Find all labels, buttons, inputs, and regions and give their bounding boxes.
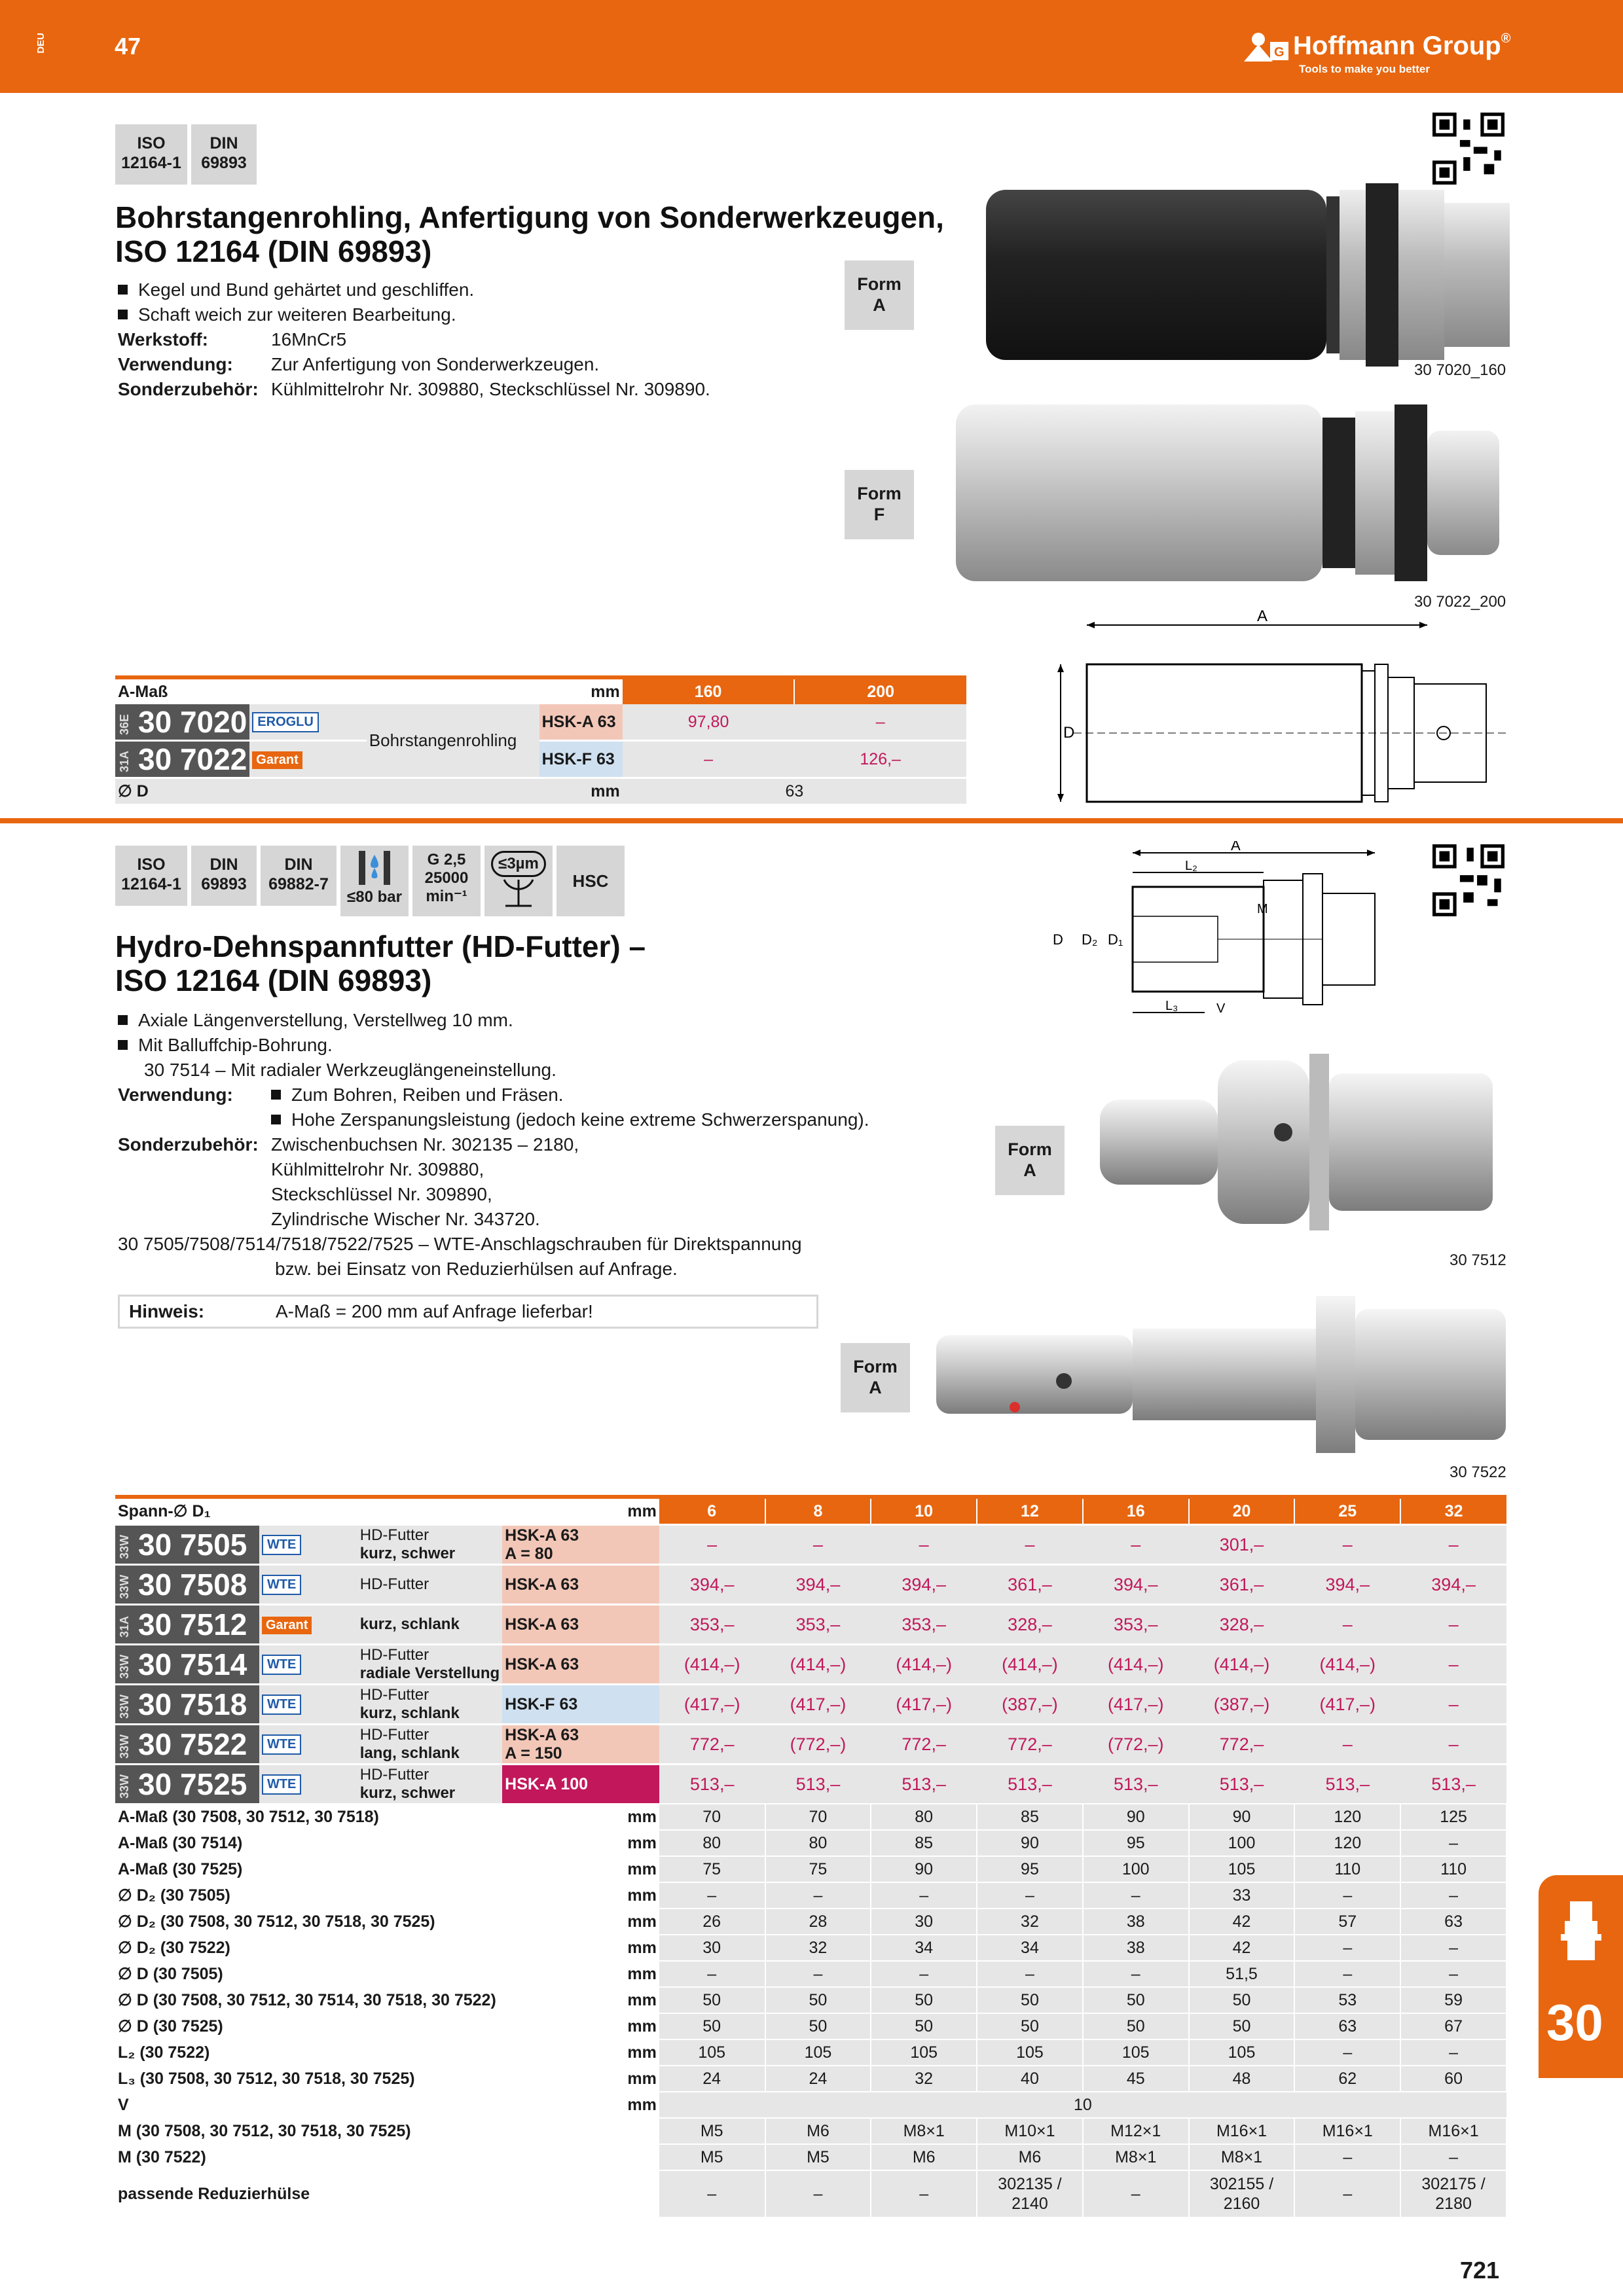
spec-row: V mm 10 [115, 2092, 1506, 2118]
product-description: HD-Futter kurz, schwer [359, 1526, 456, 1562]
hsc-badge: HSC [556, 846, 625, 916]
price-cell: 328,– [1008, 1614, 1052, 1634]
article-number[interactable]: 30 7020 [138, 705, 247, 739]
spec-row: ∅ D₂ (30 7508, 30 7512, 30 7518, 30 7525) mm 26 28 30 32 38 42 57 63 [115, 1909, 1506, 1935]
product-description: kurz, schlank [359, 1615, 460, 1633]
price-cell: – [1448, 1654, 1459, 1674]
bullet-icon [118, 310, 128, 319]
table-specs [115, 1804, 1506, 2217]
tool-holder-icon [1558, 1901, 1604, 1967]
article-number[interactable]: 30 7522 [138, 1727, 247, 1761]
price-cell: – [1448, 1694, 1459, 1714]
drawing-label-l2: L₂ [1185, 859, 1197, 873]
wte-logo: WTE [262, 1774, 301, 1795]
norm-badge-din: DIN 69893 [191, 846, 257, 906]
interface-cell: HSK-A 100 [502, 1765, 659, 1804]
product-image-307020 [976, 177, 1512, 373]
price-cell: 353,– [689, 1614, 735, 1634]
price-cell: – [1448, 1614, 1459, 1634]
table-row[interactable]: 33W 30 7522 WTE HD-Futter lang, schlank HSK-A 63 A = 150 772,– (772,–) 772,– 772,– (772,–) 772,– – – [115, 1725, 1506, 1765]
bullet-icon [118, 1015, 128, 1025]
table-row[interactable]: 33W 30 7525 WTE HD-Futter kurz, schwer HSK-A 100 513,– 513,– 513,– 513,– 513,– 513,– 513,– 513,– [115, 1765, 1506, 1804]
price-cell: 328,– [1219, 1614, 1264, 1634]
spec-row: L₂ (30 7522) mm 105 105 105 105 105 105 – – [115, 2039, 1506, 2066]
price-cell: – [1448, 1734, 1459, 1754]
bullet-list-1: Kegel und Bund gehärtet und geschliffen. Schaft weich zur weiteren Bearbeitung. Werkstoff: 16MnCr5 Verwendung: Zur Anfertigung von Sonderwerkzeugen. Sonderzubehör: Kühlmittelrohr Nr. 309880, Steckschlüssel Nr. 309890. [118, 279, 710, 399]
bullet-list-2: Axiale Längenverstellung, Verstellweg 10 mm. Mit Balluffchip-Bohrung. 30 7514 – Mit radialer Werkzeuglängeneinstellung. Verwendung: Zum Bohren, Reiben und Fräsen. Hohe Zerspanungsleistung (jedoch keine extreme Schwerzerspanung). Sonderzubehör: Zwischenbuchsen Nr. 302135 – 2180, Kühlmittelrohr Nr. 309880, Steckschlüssel Nr. 309890, Zylindrische Wischer Nr. 343720. 30 7505/7508/7514/7518/7522/7525 – WTE-Anschlagschrauben für Direktspannung bzw. bei Einsatz von Reduzierhülsen auf Anfrage. [118, 1010, 869, 1279]
product-description: HD-Futter [359, 1575, 429, 1593]
qr-code-icon[interactable] [1432, 844, 1504, 916]
price-cell: – [1448, 1534, 1459, 1554]
form-badge-a: Form A [841, 1343, 910, 1412]
page-header [0, 0, 1623, 93]
form-badge-a: Form A [995, 1126, 1065, 1195]
price-cell: 772,– [689, 1734, 735, 1754]
drawing-label-m: M [1257, 902, 1268, 916]
table-row[interactable]: 33W 30 7518 WTE HD-Futter kurz, schlank HSK-F 63 (417,–) (417,–) (417,–) (387,–) (417,–) (387,–) (417,–) – [115, 1685, 1506, 1725]
garant-logo: Garant [262, 1617, 312, 1634]
article-number[interactable]: 30 7022 [138, 742, 247, 776]
price-cell: – [1131, 1534, 1141, 1554]
price-cell: 394,– [689, 1574, 735, 1594]
brand-name: Hoffmann Group [1293, 31, 1501, 60]
product-description: Bohrstangenrohling [369, 730, 517, 750]
price-cell: 353,– [1113, 1614, 1158, 1634]
price-cell: – [707, 1534, 718, 1554]
interface-cell: HSK-A 63 [502, 1605, 659, 1645]
table-bohrstange [115, 675, 966, 804]
price-cell: 772,– [1219, 1734, 1264, 1754]
table-header-row: A-Maß mm 160 200 [115, 677, 966, 704]
product-image-307512 [1087, 1034, 1519, 1250]
price-cell: – [1342, 1534, 1353, 1554]
image-caption-307512: 30 7512 [1450, 1251, 1506, 1269]
spec-row: ∅ D₂ (30 7505) mm – – – – – 33 – – [115, 1882, 1506, 1909]
spec-row: ∅ D (30 7508, 30 7512, 30 7514, 30 7518, 30 7522) mm 50 50 50 50 50 50 53 59 [115, 1987, 1506, 2013]
hinweis-box: Hinweis: A-Maß = 200 mm auf Anfrage lieferbar! [118, 1295, 818, 1329]
price-cell: (417,–) [1319, 1694, 1376, 1714]
product-description: HD-Futter lang, schlank [359, 1726, 460, 1762]
price-cell: (387,–) [1213, 1694, 1270, 1714]
price-cell: (417,–) [1107, 1694, 1164, 1714]
table-header-row: Spann-∅ D₁ mm 6 8 10 12 16 20 25 32 [115, 1497, 1506, 1525]
coolant-pressure-badge: ≤80 bar [340, 846, 409, 916]
table-row[interactable]: 33W 30 7508 WTE HD-Futter HSK-A 63 394,– 394,– 394,– 361,– 394,– 361,– 394,– 394,– [115, 1565, 1506, 1605]
table-hd-futter [115, 1495, 1507, 2217]
table-row[interactable]: 33W 30 7505 WTE HD-Futter kurz, schwer HSK-A 63 A = 80 – – – – – 301,– – – [115, 1525, 1506, 1565]
wte-logo: WTE [262, 1695, 301, 1715]
spec-row: M (30 7522) M5 M5 M6 M6 M8×1 M8×1 – – [115, 2144, 1506, 2170]
article-number[interactable]: 30 7508 [138, 1568, 247, 1602]
article-number[interactable]: 30 7512 [138, 1607, 247, 1641]
price-cell: 513,– [1219, 1774, 1264, 1794]
price-cell: 513,– [795, 1774, 841, 1794]
price-cell: 353,– [902, 1614, 946, 1634]
spec-row: ∅ D (30 7525) mm 50 50 50 50 50 50 63 67 [115, 2013, 1506, 2039]
drawing-label-v: V [1216, 1001, 1226, 1016]
balance-quality-badge: G 2,5 25000 min⁻¹ [412, 846, 481, 916]
article-number[interactable]: 30 7505 [138, 1528, 247, 1562]
price-cell: (414,–) [1002, 1654, 1058, 1674]
interface-cell: HSK-A 63 A = 80 [502, 1525, 659, 1565]
image-caption-307522: 30 7522 [1450, 1463, 1506, 1481]
runout-badge: ≤3µm [484, 846, 553, 916]
form-badge-f: Form F [845, 470, 914, 539]
bullet-icon [118, 285, 128, 295]
image-caption-307022: 30 7022_200 [1414, 593, 1506, 611]
price-cell: (414,–) [1319, 1654, 1376, 1674]
product-title-bohrstange: Bohrstangenrohling, Anfertigung von Sonderwerkzeugen, ISO 12164 (DIN 69893) [115, 200, 944, 268]
svg-text:G: G [1274, 45, 1285, 60]
drawing-label-a: A [1257, 607, 1268, 625]
hoffmann-logo-icon [1244, 30, 1290, 63]
language-code: DEU [35, 33, 46, 54]
price-cell: – [1342, 1734, 1353, 1754]
wte-logo: WTE [262, 1575, 301, 1595]
product-description: HD-Futter kurz, schlank [359, 1686, 460, 1722]
spec-row: A-Maß (30 7514) mm 80 80 85 90 95 100 120 – [115, 1830, 1506, 1856]
price-cell: 772,– [902, 1734, 946, 1754]
norm-badge-din: DIN 69893 [191, 124, 257, 185]
drawing-label-d: D [1063, 724, 1075, 742]
drawing-label-d: D [1053, 931, 1063, 948]
image-caption-307020: 30 7020_160 [1414, 361, 1506, 379]
spec-row: A-Maß (30 7508, 30 7512, 30 7518) mm 70 70 80 85 90 90 120 125 [115, 1804, 1506, 1830]
product-image-307522 [923, 1283, 1519, 1460]
price-cell: 301,– [1219, 1534, 1264, 1554]
price-cell: (772,–) [1107, 1734, 1164, 1754]
garant-logo: Garant [252, 751, 302, 769]
norm-badge-iso: ISO 12164-1 [115, 124, 187, 185]
price-cell: 394,– [902, 1574, 946, 1594]
table-row[interactable]: 31A 30 7022 Garant HSK-F 63 – 126,– [115, 741, 966, 778]
price-cell: – [1342, 1614, 1353, 1634]
technical-drawing-hd-futter [1048, 841, 1388, 1031]
interface-cell: HSK-A 63 A = 150 [502, 1725, 659, 1765]
price-cell: 513,– [689, 1774, 735, 1794]
article-number[interactable]: 30 7525 [138, 1767, 247, 1801]
table-body [115, 1525, 1506, 1804]
norm-badge-din-69882: DIN 69882-7 [261, 846, 337, 906]
bullet-icon [118, 1040, 128, 1050]
price-cell: 394,– [795, 1574, 841, 1594]
spec-row: ∅ D (30 7505) mm – – – – – 51,5 – – [115, 1961, 1506, 1987]
price-cell: 513,– [1325, 1774, 1370, 1794]
spec-row: M (30 7508, 30 7512, 30 7518, 30 7525) M5 M6 M8×1 M10×1 M12×1 M16×1 M16×1 M16×1 [115, 2118, 1506, 2144]
price-cell: (417,–) [896, 1694, 952, 1714]
interface-cell: HSK-A 63 [502, 1565, 659, 1605]
price-cell: (414,–) [790, 1654, 847, 1674]
price-cell: 513,– [1008, 1774, 1052, 1794]
qr-code-icon[interactable] [1432, 113, 1504, 185]
catalog-page-number: 47 [115, 33, 141, 60]
price-cell: 361,– [1008, 1574, 1052, 1594]
price-cell: (387,–) [1002, 1694, 1058, 1714]
price-cell: 394,– [1325, 1574, 1370, 1594]
spec-row: passende Reduzierhülse – – – 302135 / 2140 – 302155 / 2160 – 302175 / 2180 [115, 2170, 1506, 2217]
price-cell: – [1025, 1534, 1035, 1554]
product-description: HD-Futter kurz, schwer [359, 1766, 456, 1802]
brand-tagline: Tools to make you better [1299, 63, 1430, 75]
product-image-307022 [949, 398, 1512, 588]
price-cell: 353,– [795, 1614, 841, 1634]
bullet-icon [271, 1115, 281, 1124]
price-cell: (417,–) [684, 1694, 740, 1714]
wte-logo: WTE [262, 1734, 301, 1755]
wte-logo: WTE [262, 1655, 301, 1675]
price-cell: 772,– [1008, 1734, 1052, 1754]
product-title-hd-futter: Hydro-Dehnspannfutter (HD-Futter) – ISO 12164 (DIN 69893) [115, 929, 646, 997]
chapter-number: 30 [1546, 1994, 1603, 2051]
wte-logo: WTE [262, 1535, 301, 1555]
spec-row: A-Maß (30 7525) mm 75 75 90 95 100 105 110 110 [115, 1856, 1506, 1882]
price-cell: – [919, 1534, 929, 1554]
page-number: 721 [1460, 2257, 1500, 2284]
chapter-tab[interactable] [1539, 1875, 1623, 2078]
price-cell: (414,–) [1107, 1654, 1164, 1674]
interface-cell: HSK-F 63 [502, 1685, 659, 1725]
table-row[interactable]: 33W 30 7514 WTE HD-Futter radiale Verstellung HSK-A 63 (414,–) (414,–) (414,–) (414,–) (414,–) (414,–) (414,–) – [115, 1645, 1506, 1685]
price-cell: (414,–) [1213, 1654, 1270, 1674]
form-badge-a: Form A [845, 260, 914, 330]
price-cell: 394,– [1113, 1574, 1158, 1594]
price-cell: 361,– [1219, 1574, 1264, 1594]
drawing-label-l3: L₃ [1165, 999, 1178, 1013]
price-cell: 394,– [1431, 1574, 1476, 1594]
table-row[interactable]: 36E 30 7020 EROGLU Bohrstangenrohling HSK-A 63 97,80 – [115, 704, 966, 741]
price-cell: (414,–) [896, 1654, 952, 1674]
bullet-icon [271, 1090, 281, 1100]
drawing-label-a: A [1231, 841, 1241, 853]
price-cell: – [812, 1534, 823, 1554]
norm-badge-iso: ISO 12164-1 [115, 846, 187, 906]
drawing-label-d1: D₁ [1108, 931, 1123, 948]
section-divider [0, 818, 1623, 823]
drawing-label-d2: D₂ [1082, 931, 1098, 948]
technical-drawing-bohrstange [1048, 605, 1519, 815]
article-number[interactable]: 30 7514 [138, 1647, 247, 1681]
spec-row: L₃ (30 7508, 30 7512, 30 7518, 30 7525) mm 24 24 32 40 45 48 62 60 [115, 2066, 1506, 2092]
price-cell: (772,–) [790, 1734, 847, 1754]
runout-icon [499, 877, 538, 910]
price-cell: 513,– [902, 1774, 946, 1794]
price-cell: (414,–) [684, 1654, 740, 1674]
price-cell: (417,–) [790, 1694, 847, 1714]
interface-cell: HSK-A 63 [502, 1645, 659, 1685]
spec-row: ∅ D₂ (30 7522) mm 30 32 34 34 38 42 – – [115, 1935, 1506, 1961]
price-cell: 513,– [1431, 1774, 1476, 1794]
table-footer-row: ∅ D mm 63 [115, 778, 966, 804]
coolant-icon [355, 848, 394, 888]
registered-mark: ® [1501, 31, 1511, 46]
product-description: HD-Futter radiale Verstellung [359, 1646, 500, 1682]
hoffmann-logo [1244, 26, 1584, 79]
table-row[interactable]: 31A 30 7512 Garant kurz, schlank HSK-A 63 353,– 353,– 353,– 328,– 353,– 328,– – – [115, 1605, 1506, 1645]
price-cell: 513,– [1113, 1774, 1158, 1794]
article-number[interactable]: 30 7518 [138, 1687, 247, 1721]
eroglu-logo: EROGLU [252, 712, 319, 732]
